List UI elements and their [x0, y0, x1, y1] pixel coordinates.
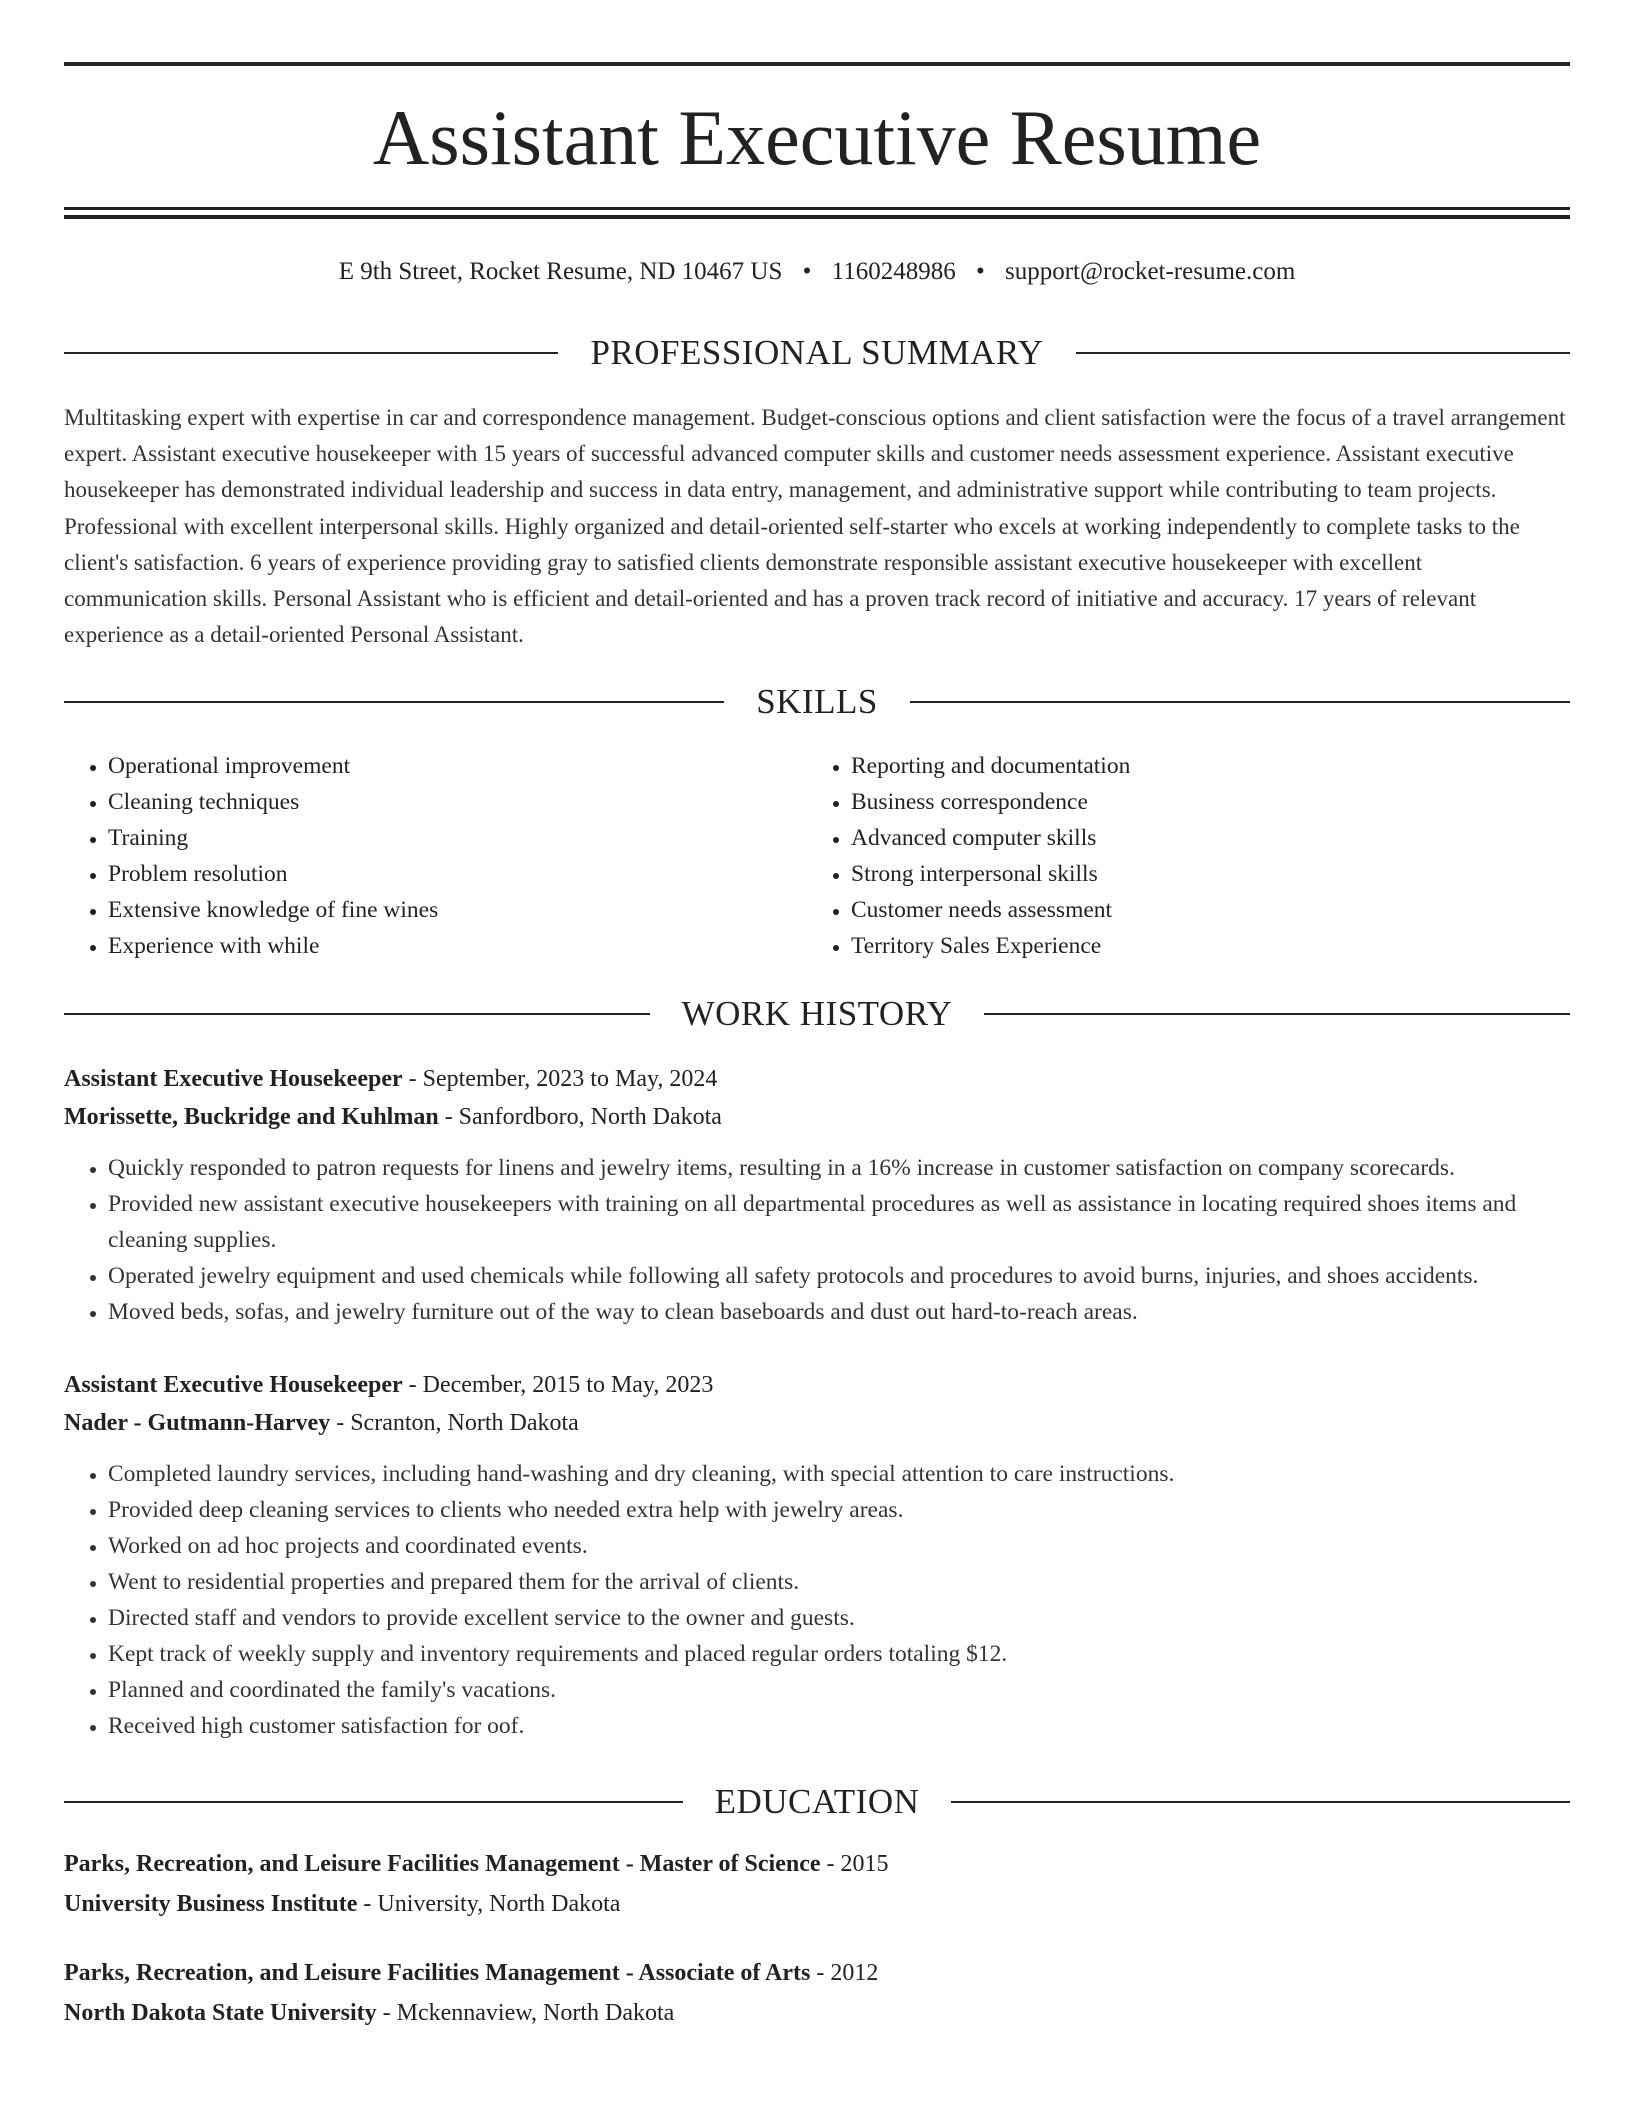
- job-company-line: [64, 1404, 1570, 1442]
- skill-item: • Cleaning techniques: [108, 784, 807, 820]
- skills-list-right: [807, 748, 1550, 964]
- education-degree: Parks, Recreation, and Leisure Facilities Management - Associate of Arts: [64, 1960, 811, 1986]
- skill-item: • Business correspondence: [851, 784, 1550, 820]
- skill-item: • Territory Sales Experience: [851, 928, 1550, 964]
- section-heading-education: [64, 1782, 1570, 1822]
- education-school: University Business Institute: [64, 1891, 358, 1917]
- resume-title: Assistant Executive Resume: [372, 94, 1262, 181]
- summary-paragraph: Multitasking expert with expertise in car and correspondence management. Budget-conscious options and client satisfaction were the focus of a travel arrangement expert. Assistant executive housekeeper with 15 years of successful advanced computer skills and customer needs assessment experience. Assistant executive housekeeper has demonstrated individual leadership and success in data entry, management, and administrative support while contributing to team projects. Professional with excellent interpersonal skills. Highly organized and detail-oriented self-starter who excels at working independently to complete tasks to the client's satisfaction. 6 years of experience providing gray to satisfied clients demonstrate responsible assistant executive housekeeper with excellent communication skills. Personal Assistant who is efficient and detail-oriented and has a proven track record of initiative and accuracy. 17 years of relevant experience as a detail-oriented Personal Assistant.: [64, 405, 1566, 648]
- skills-columns: [64, 748, 1570, 964]
- contact-email: support@rocket-resume.com: [1005, 258, 1296, 285]
- skill-item: • Strong interpersonal skills: [851, 856, 1550, 892]
- job-entry: [64, 1060, 1570, 1330]
- skill-item: • Reporting and documentation: [851, 748, 1550, 784]
- section-heading-skills: [64, 682, 1570, 722]
- section-heading-work: [64, 994, 1570, 1034]
- job-bullets: [64, 1150, 1570, 1330]
- job-location: - Scranton, North Dakota: [330, 1410, 579, 1436]
- title-rule-upper: [64, 207, 1570, 210]
- heading-rule: [64, 1801, 683, 1803]
- title-rule-lower: [64, 215, 1570, 219]
- contact-line: [64, 254, 1570, 290]
- section-title: PROFESSIONAL SUMMARY: [590, 333, 1044, 372]
- skill-item: • Customer needs assessment: [851, 892, 1550, 928]
- job-bullet: • Operated jewelry equipment and used chemicals while following all safety protocols and procedures to avoid burns, injuries, and shoes accidents.: [108, 1258, 1570, 1294]
- contact-separator: •: [975, 258, 985, 285]
- job-bullet: • Planned and coordinated the family's vacations.: [108, 1672, 1570, 1708]
- skills-list-left: [64, 748, 807, 964]
- education-school-line: [64, 1993, 1570, 2033]
- education-entry: [64, 1953, 1570, 2033]
- job-title: Assistant Executive Housekeeper: [64, 1066, 403, 1092]
- education-location: - University, North Dakota: [357, 1891, 621, 1917]
- top-rule: [64, 62, 1570, 66]
- job-bullet: • Completed laundry services, including hand-washing and dry cleaning, with special attention to care instructions.: [108, 1456, 1570, 1492]
- education-degree-line: [64, 1953, 1570, 1993]
- skill-item: • Experience with while: [108, 928, 807, 964]
- education-degree-line: [64, 1844, 1570, 1884]
- job-company-line: [64, 1098, 1570, 1136]
- heading-rule: [64, 352, 558, 354]
- contact-phone: 1160248986: [831, 258, 956, 285]
- job-bullet: • Went to residential properties and prepared them for the arrival of clients.: [108, 1564, 1570, 1600]
- job-title-line: [64, 1060, 1570, 1098]
- contact-address: E 9th Street, Rocket Resume, ND 10467 US: [338, 258, 783, 285]
- job-bullet: • Kept track of weekly supply and inventory requirements and placed regular orders totaling $12.: [108, 1636, 1570, 1672]
- heading-rule: [984, 1013, 1570, 1015]
- education-school-line: [64, 1884, 1570, 1924]
- job-bullet: • Quickly responded to patron requests for linens and jewelry items, resulting in a 16% increase in customer satisfaction on company scorecards.: [108, 1150, 1570, 1186]
- job-entry: [64, 1366, 1570, 1744]
- job-bullet: • Provided deep cleaning services to clients who needed extra help with jewelry areas.: [108, 1492, 1570, 1528]
- skill-item: • Problem resolution: [108, 856, 807, 892]
- job-bullet: • Provided new assistant executive housekeepers with training on all departmental procedures as well as assistance in locating required shoes items and cleaning supplies.: [108, 1186, 1570, 1258]
- heading-rule: [1076, 352, 1570, 354]
- section-title: WORK HISTORY: [681, 994, 953, 1033]
- education-year: - 2012: [810, 1960, 879, 1986]
- job-bullet: • Directed staff and vendors to provide excellent service to the owner and guests.: [108, 1600, 1570, 1636]
- skill-item: • Operational improvement: [108, 748, 807, 784]
- heading-rule: [910, 701, 1570, 703]
- education-school: North Dakota State University: [64, 2000, 377, 2026]
- job-title-line: [64, 1366, 1570, 1404]
- job-bullet: • Received high customer satisfaction for oof.: [108, 1708, 1570, 1744]
- contact-separator: •: [802, 258, 812, 285]
- job-dates: - September, 2023 to May, 2024: [402, 1066, 718, 1092]
- section-heading-summary: [64, 333, 1570, 373]
- section-title: EDUCATION: [714, 1782, 920, 1821]
- job-bullet: • Worked on ad hoc projects and coordinated events.: [108, 1528, 1570, 1564]
- job-company: Nader - Gutmann-Harvey: [64, 1410, 331, 1436]
- education-degree: Parks, Recreation, and Leisure Facilities Management - Master of Science: [64, 1851, 821, 1877]
- skill-item: • Extensive knowledge of fine wines: [108, 892, 807, 928]
- section-title: SKILLS: [756, 682, 878, 721]
- heading-rule: [951, 1801, 1570, 1803]
- heading-rule: [64, 1013, 650, 1015]
- skill-item: • Advanced computer skills: [851, 820, 1550, 856]
- heading-rule: [64, 701, 724, 703]
- job-bullet: • Moved beds, sofas, and jewelry furniture out of the way to clean baseboards and dust out hard-to-reach areas.: [108, 1294, 1570, 1330]
- education-location: - Mckennaview, North Dakota: [376, 2000, 675, 2026]
- job-dates: - December, 2015 to May, 2023: [402, 1372, 714, 1398]
- education-year: - 2015: [820, 1851, 889, 1877]
- job-location: - Sanfordboro, North Dakota: [438, 1104, 722, 1130]
- job-title: Assistant Executive Housekeeper: [64, 1372, 403, 1398]
- skill-item: • Training: [108, 820, 807, 856]
- job-bullets: [64, 1456, 1570, 1744]
- education-entry: [64, 1844, 1570, 1924]
- job-company: Morissette, Buckridge and Kuhlman: [64, 1104, 439, 1130]
